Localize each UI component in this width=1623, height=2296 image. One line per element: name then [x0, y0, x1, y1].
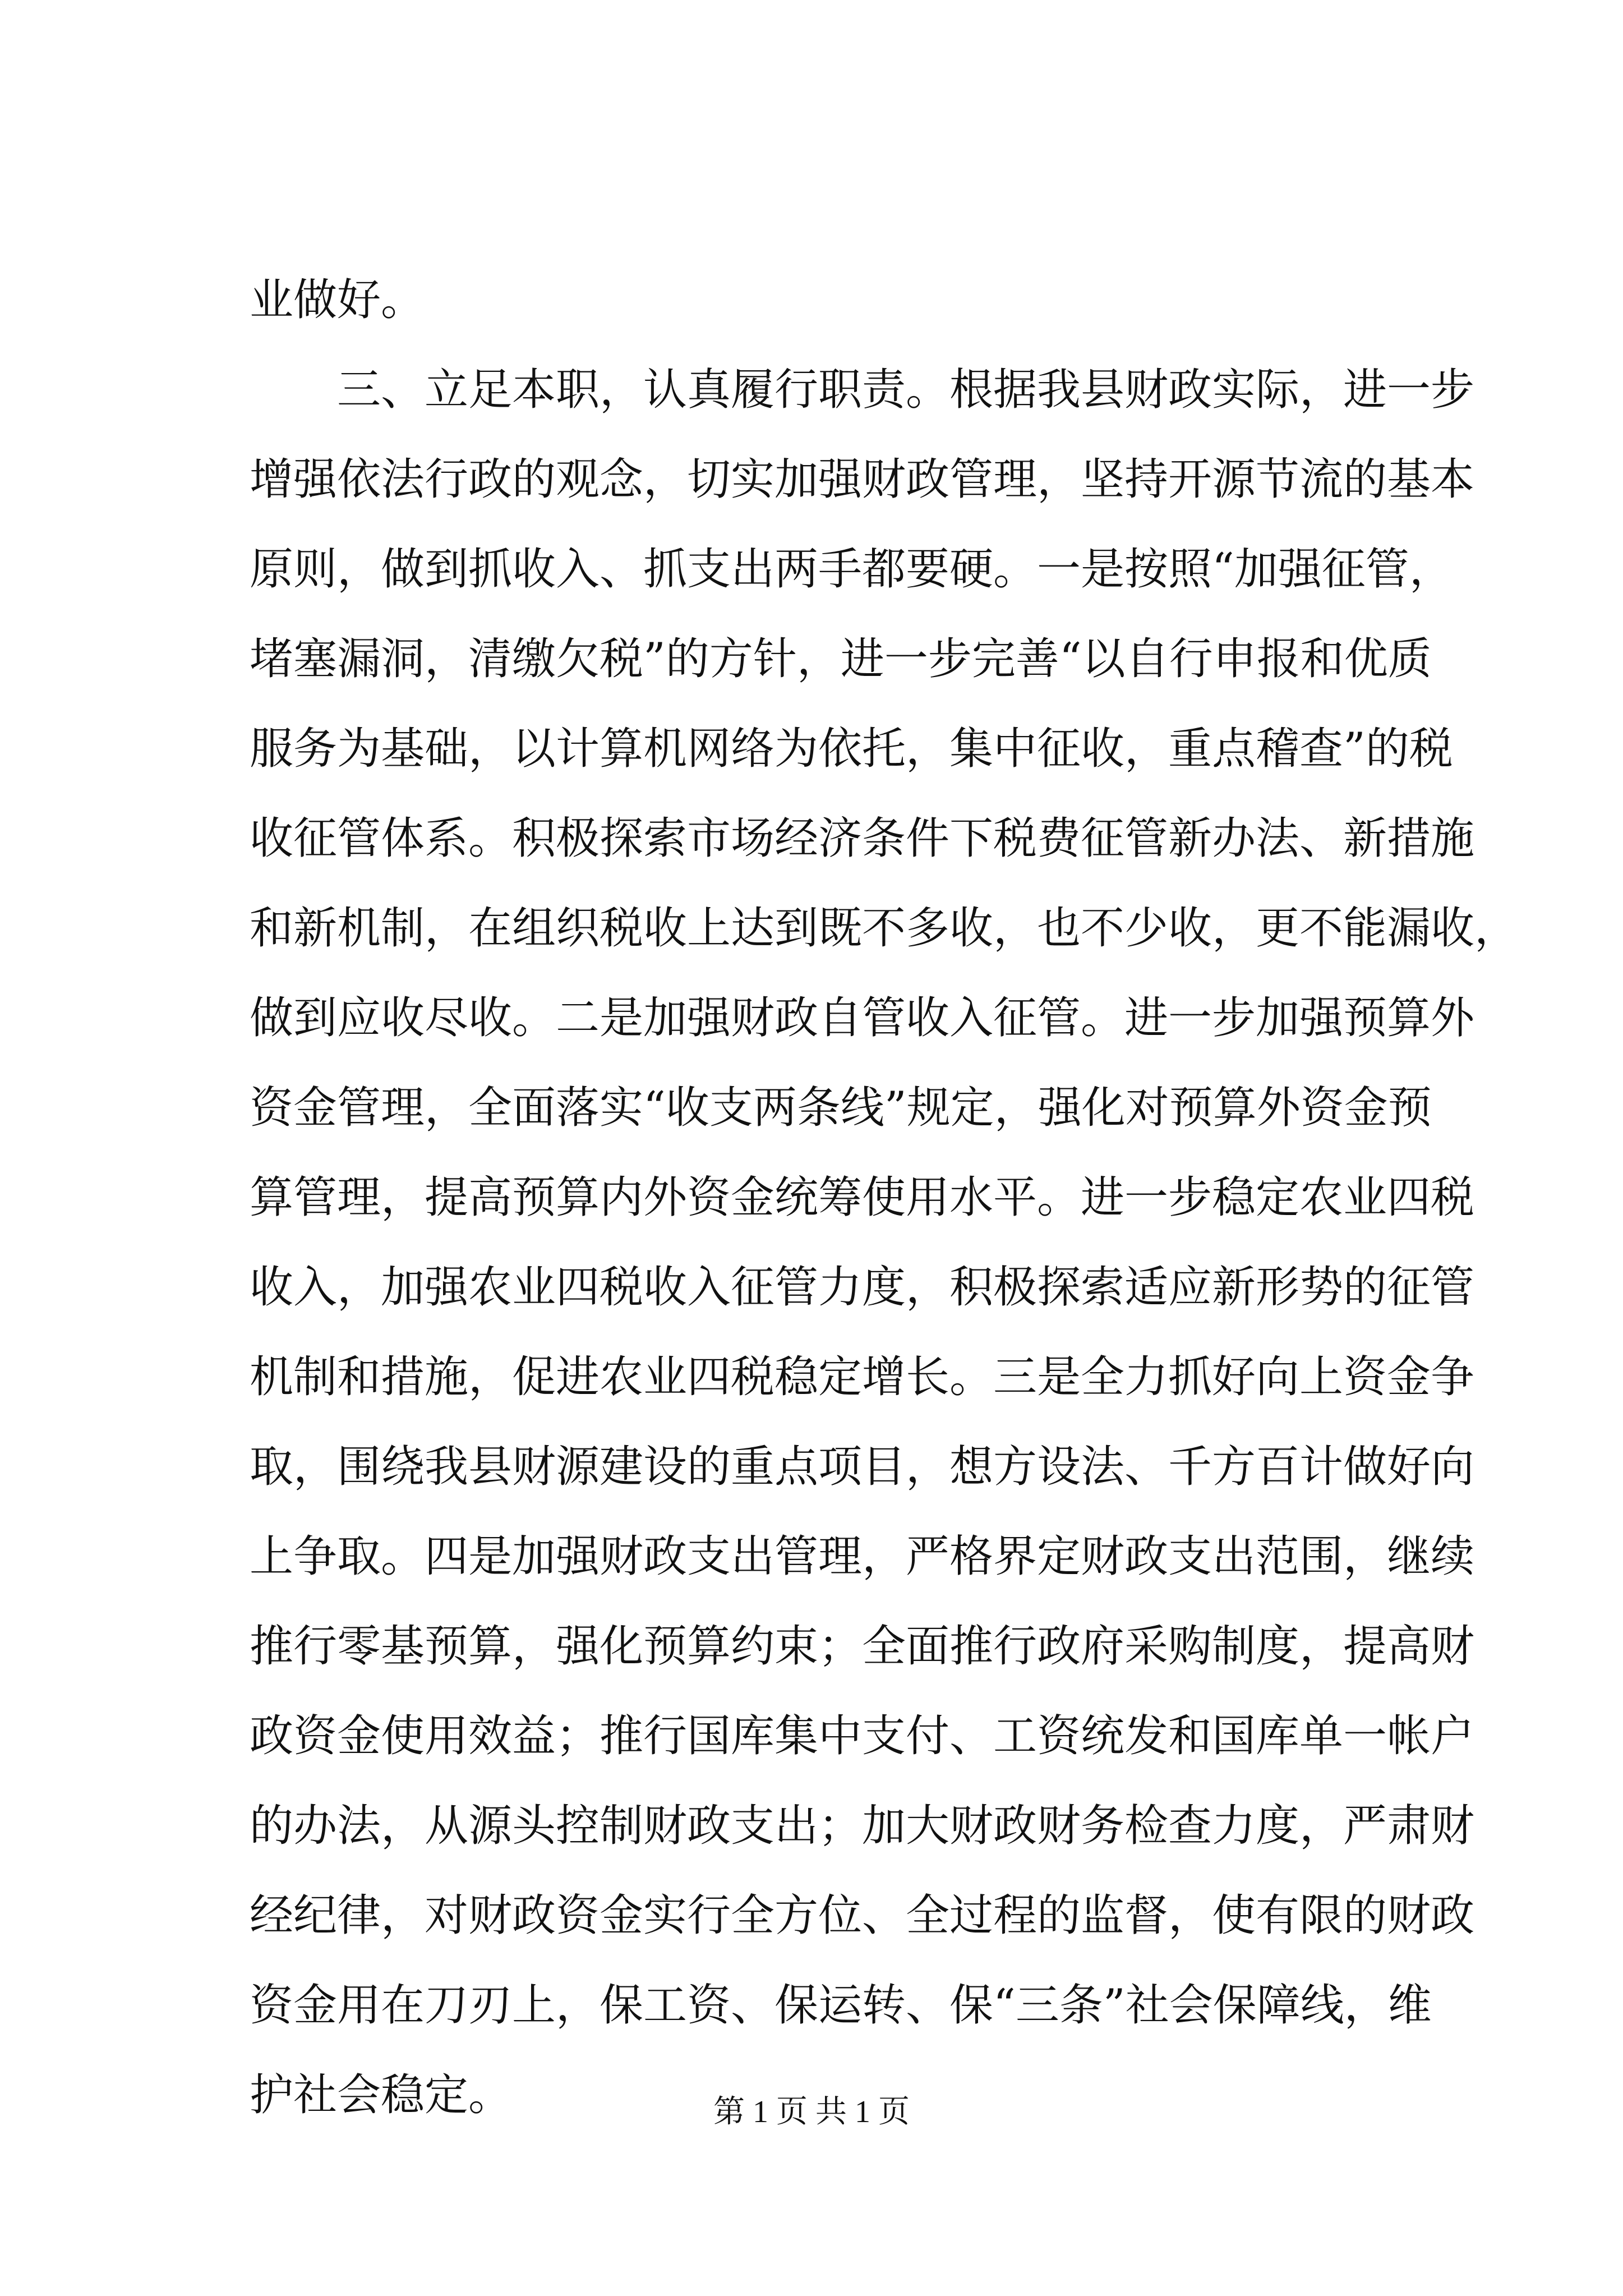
text-line: 机制和措施，促进农业四税稳定增长。三是全力抓好向上资金争 [250, 1352, 1475, 1402]
text-line: 护社会稳定。 [250, 2070, 513, 2120]
page-footer: 第 1 页 共 1 页 [713, 2095, 910, 2129]
text-line: 经纪律，对财政资金实行全方位、全过程的监督，使有限的财政 [250, 1890, 1475, 1941]
text-line: 推行零基预算，强化预算约束；全面推行政府采购制度，提高财 [250, 1621, 1475, 1672]
text-line: 收征管体系。积极探索市场经济条件下税费征管新办法、新措施 [250, 813, 1475, 864]
text-line: 政资金使用效益；推行国库集中支付、工资统发和国库单一帐户 [250, 1711, 1475, 1761]
text-line: 和新机制，在组织税收上达到既不多收，也不少收，更不能漏收， [250, 903, 1519, 954]
text-line: 资金用在刀刃上，保工资、保运转、保“三条”社会保障线，维 [250, 1980, 1432, 2031]
text-line: 资金管理，全面落实“收支两条线”规定，强化对预算外资金预 [250, 1083, 1432, 1133]
text-line: 算管理，提高预算内外资金统筹使用水平。进一步稳定农业四税 [250, 1172, 1475, 1223]
text-line: 取，围绕我县财源建设的重点项目，想方设法、千方百计做好向 [250, 1442, 1475, 1492]
text-line: 服务为基础，以计算机网络为依托，集中征收，重点稽查”的税 [250, 724, 1453, 774]
text-line: 堵塞漏洞，清缴欠税”的方针，进一步完善“以自行申报和优质 [250, 634, 1432, 684]
text-line: 三、立足本职，认真履行职责。根据我县财政实际，进一步 [337, 365, 1475, 415]
body-text [250, 255, 1519, 2140]
text-line: 增强依法行政的观念，切实加强财政管理，坚持开源节流的基本 [250, 454, 1475, 505]
text-line: 上争取。四是加强财政支出管理，严格界定财政支出范围，继续 [250, 1531, 1475, 1582]
text-line: 业做好。 [250, 275, 425, 325]
text-line: 收入，加强农业四税收入征管力度，积极探索适应新形势的征管 [250, 1262, 1475, 1313]
text-line: 做到应收尽收。二是加强财政自管收入征管。进一步加强预算外 [250, 993, 1475, 1043]
text-line: 的办法，从源头控制财政支出；加大财政财务检查力度，严肃财 [250, 1801, 1475, 1851]
text-line: 原则，做到抓收入、抓支出两手都要硬。一是按照“加强征管， [250, 544, 1453, 595]
